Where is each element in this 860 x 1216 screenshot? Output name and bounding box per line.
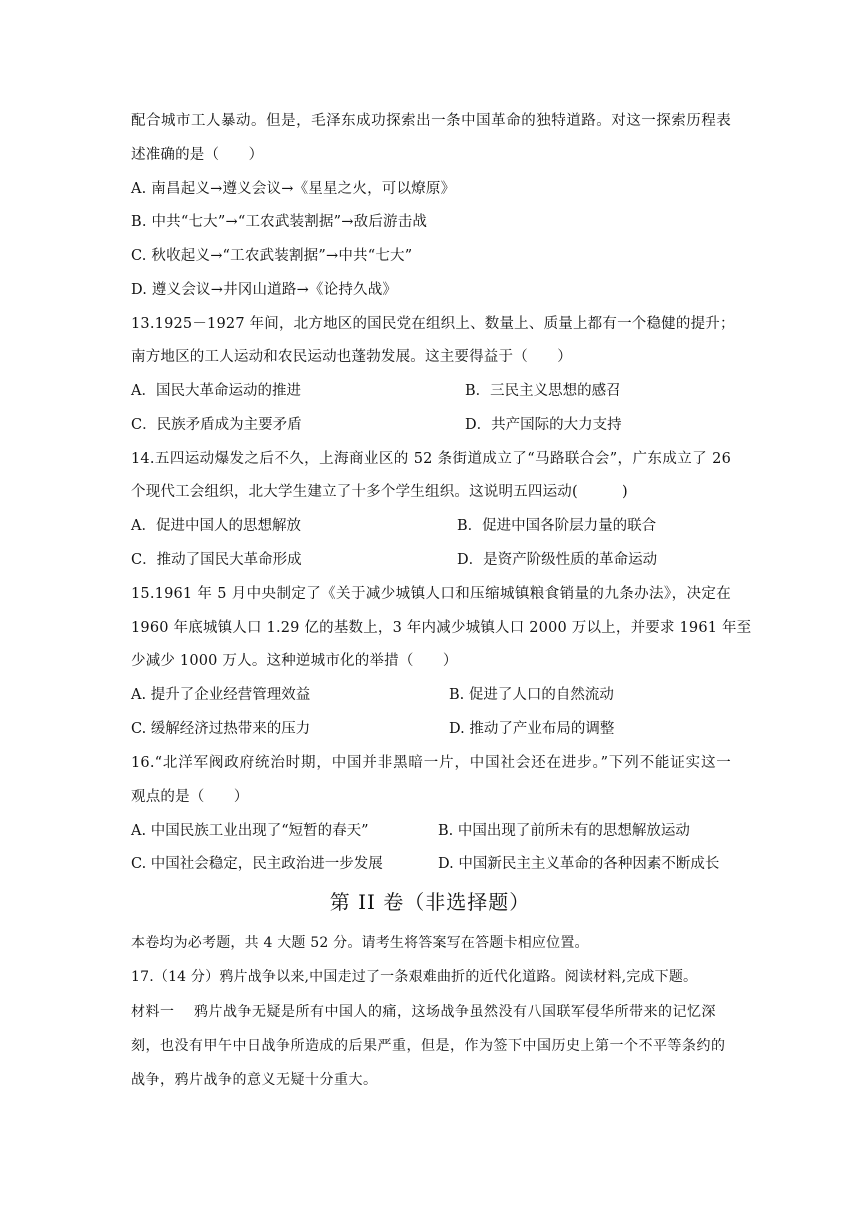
q16-option-b[interactable]: B. 中国出现了前所未有的思想解放运动 xyxy=(438,823,690,839)
q12-option-c[interactable]: C. 秋收起义→“工农武装割据”→中共“七大” xyxy=(131,248,413,264)
q15-options-row1 xyxy=(131,685,731,705)
q14-options-row2 xyxy=(131,550,731,570)
q15-option-c[interactable]: C. 缓解经济过热带来的压力 xyxy=(131,721,311,737)
q16-options-row2 xyxy=(131,854,731,874)
q14-option-b[interactable]: B．促进中国各阶层力量的联合 xyxy=(457,518,657,534)
q15-stem-line1: 15.1961 年 5 月中央制定了《关于减少城镇人口和压缩城镇粮食销量的九条办法》，决定在 xyxy=(131,586,731,602)
q13-options-row1 xyxy=(131,381,731,401)
q15-stem-line2: 1960 年底城镇人口 1.29 亿的基数上，3 年内减少城镇人口 2000 万以上，并要求 1961 年至 xyxy=(131,620,752,636)
q12-option-d[interactable]: D. 遵义会议→井冈山道路→《论持久战》 xyxy=(131,282,398,298)
q13-stem-line1: 13.1925－1927 年间，北方地区的国民党在组织上、数量上、质量上都有一个稳健的提升； xyxy=(131,316,735,332)
q13-option-d[interactable]: D．共产国际的大力支持 xyxy=(465,417,622,433)
section-2-title: 第 II 卷（非选择题） xyxy=(329,890,531,914)
q12-option-a[interactable]: A. 南昌起义→遵义会议→《星星之火，可以燎原》 xyxy=(131,181,456,197)
section-2-note: 本卷均为必考题，共 4 大题 52 分。请考生将答案写在答题卡相应位置。 xyxy=(131,935,589,951)
q13-options-row2 xyxy=(131,415,731,435)
q14-option-a[interactable]: A．促进中国人的思想解放 xyxy=(131,518,301,534)
q14-option-d[interactable]: D．是资产阶级性质的革命运动 xyxy=(457,552,658,568)
q13-option-b[interactable]: B．三民主义思想的感召 xyxy=(465,383,621,399)
q15-options-row2 xyxy=(131,719,731,739)
q12-option-b[interactable]: B. 中共“七大”→“工农武装割据”→敌后游击战 xyxy=(131,214,428,230)
q12-stem-line2: 述准确的是（ ） xyxy=(131,147,264,163)
q17-material1-line1: 材料一 鸦片战争无疑是所有中国人的痛，这场战争虽然没有八国联军侵华所带来的记忆深 xyxy=(131,1004,716,1020)
q13-option-c[interactable]: C．民族矛盾成为主要矛盾 xyxy=(131,417,302,433)
q17-material1-line3: 战争，鸦片战争的意义无疑十分重大。 xyxy=(131,1072,378,1088)
q16-option-c[interactable]: C. 中国社会稳定，民主政治进一步发展 xyxy=(131,856,383,872)
q14-option-c[interactable]: C．推动了国民大革命形成 xyxy=(131,552,302,568)
q15-option-b[interactable]: B. 促进了人口的自然流动 xyxy=(449,687,614,703)
q14-options-row1 xyxy=(131,516,731,536)
q14-stem-line2: 个现代工会组织，北大学生建立了十多个学生组织。这说明五四运动( ) xyxy=(131,484,628,500)
q12-stem-line1: 配合城市工人暴动。但是，毛泽东成功探索出一条中国革命的独特道路。对这一探索历程表 xyxy=(131,113,731,129)
q13-option-a[interactable]: A．国民大革命运动的推进 xyxy=(131,383,301,399)
q16-stem-line1: 16.“北洋军阀政府统治时期，中国并非黑暗一片，中国社会还在进步。”下列不能证实这一 xyxy=(131,755,731,771)
q16-option-d[interactable]: D. 中国新民主主义革命的各种因素不断成长 xyxy=(438,856,720,872)
q15-stem-line3: 少减少 1000 万人。这种逆城市化的举措（ ） xyxy=(131,653,458,669)
q15-option-a[interactable]: A. 提升了企业经营管理效益 xyxy=(131,687,311,703)
q16-stem-line2: 观点的是（ ） xyxy=(131,789,249,805)
q17-material1-line2: 刻，也没有甲午中日战争所造成的后果严重，但是，作为签下中国历史上第一个不平等条约的 xyxy=(131,1038,726,1054)
q15-option-d[interactable]: D. 推动了产业布局的调整 xyxy=(449,721,615,737)
q16-options-row1 xyxy=(131,821,731,841)
q16-option-a[interactable]: A. 中国民族工业出现了“短暂的春天” xyxy=(131,823,369,839)
q14-stem-line1: 14.五四运动爆发之后不久，上海商业区的 52 条街道成立了“马路联合会”，广东成立了 26 xyxy=(131,451,731,467)
q17-stem: 17.（14 分）鸦片战争以来,中国走过了一条艰难曲折的近代化道路。阅读材料,完成下题。 xyxy=(131,969,698,985)
q13-stem-line2: 南方地区的工人运动和农民运动也蓬勃发展。这主要得益于（ ） xyxy=(131,349,572,365)
